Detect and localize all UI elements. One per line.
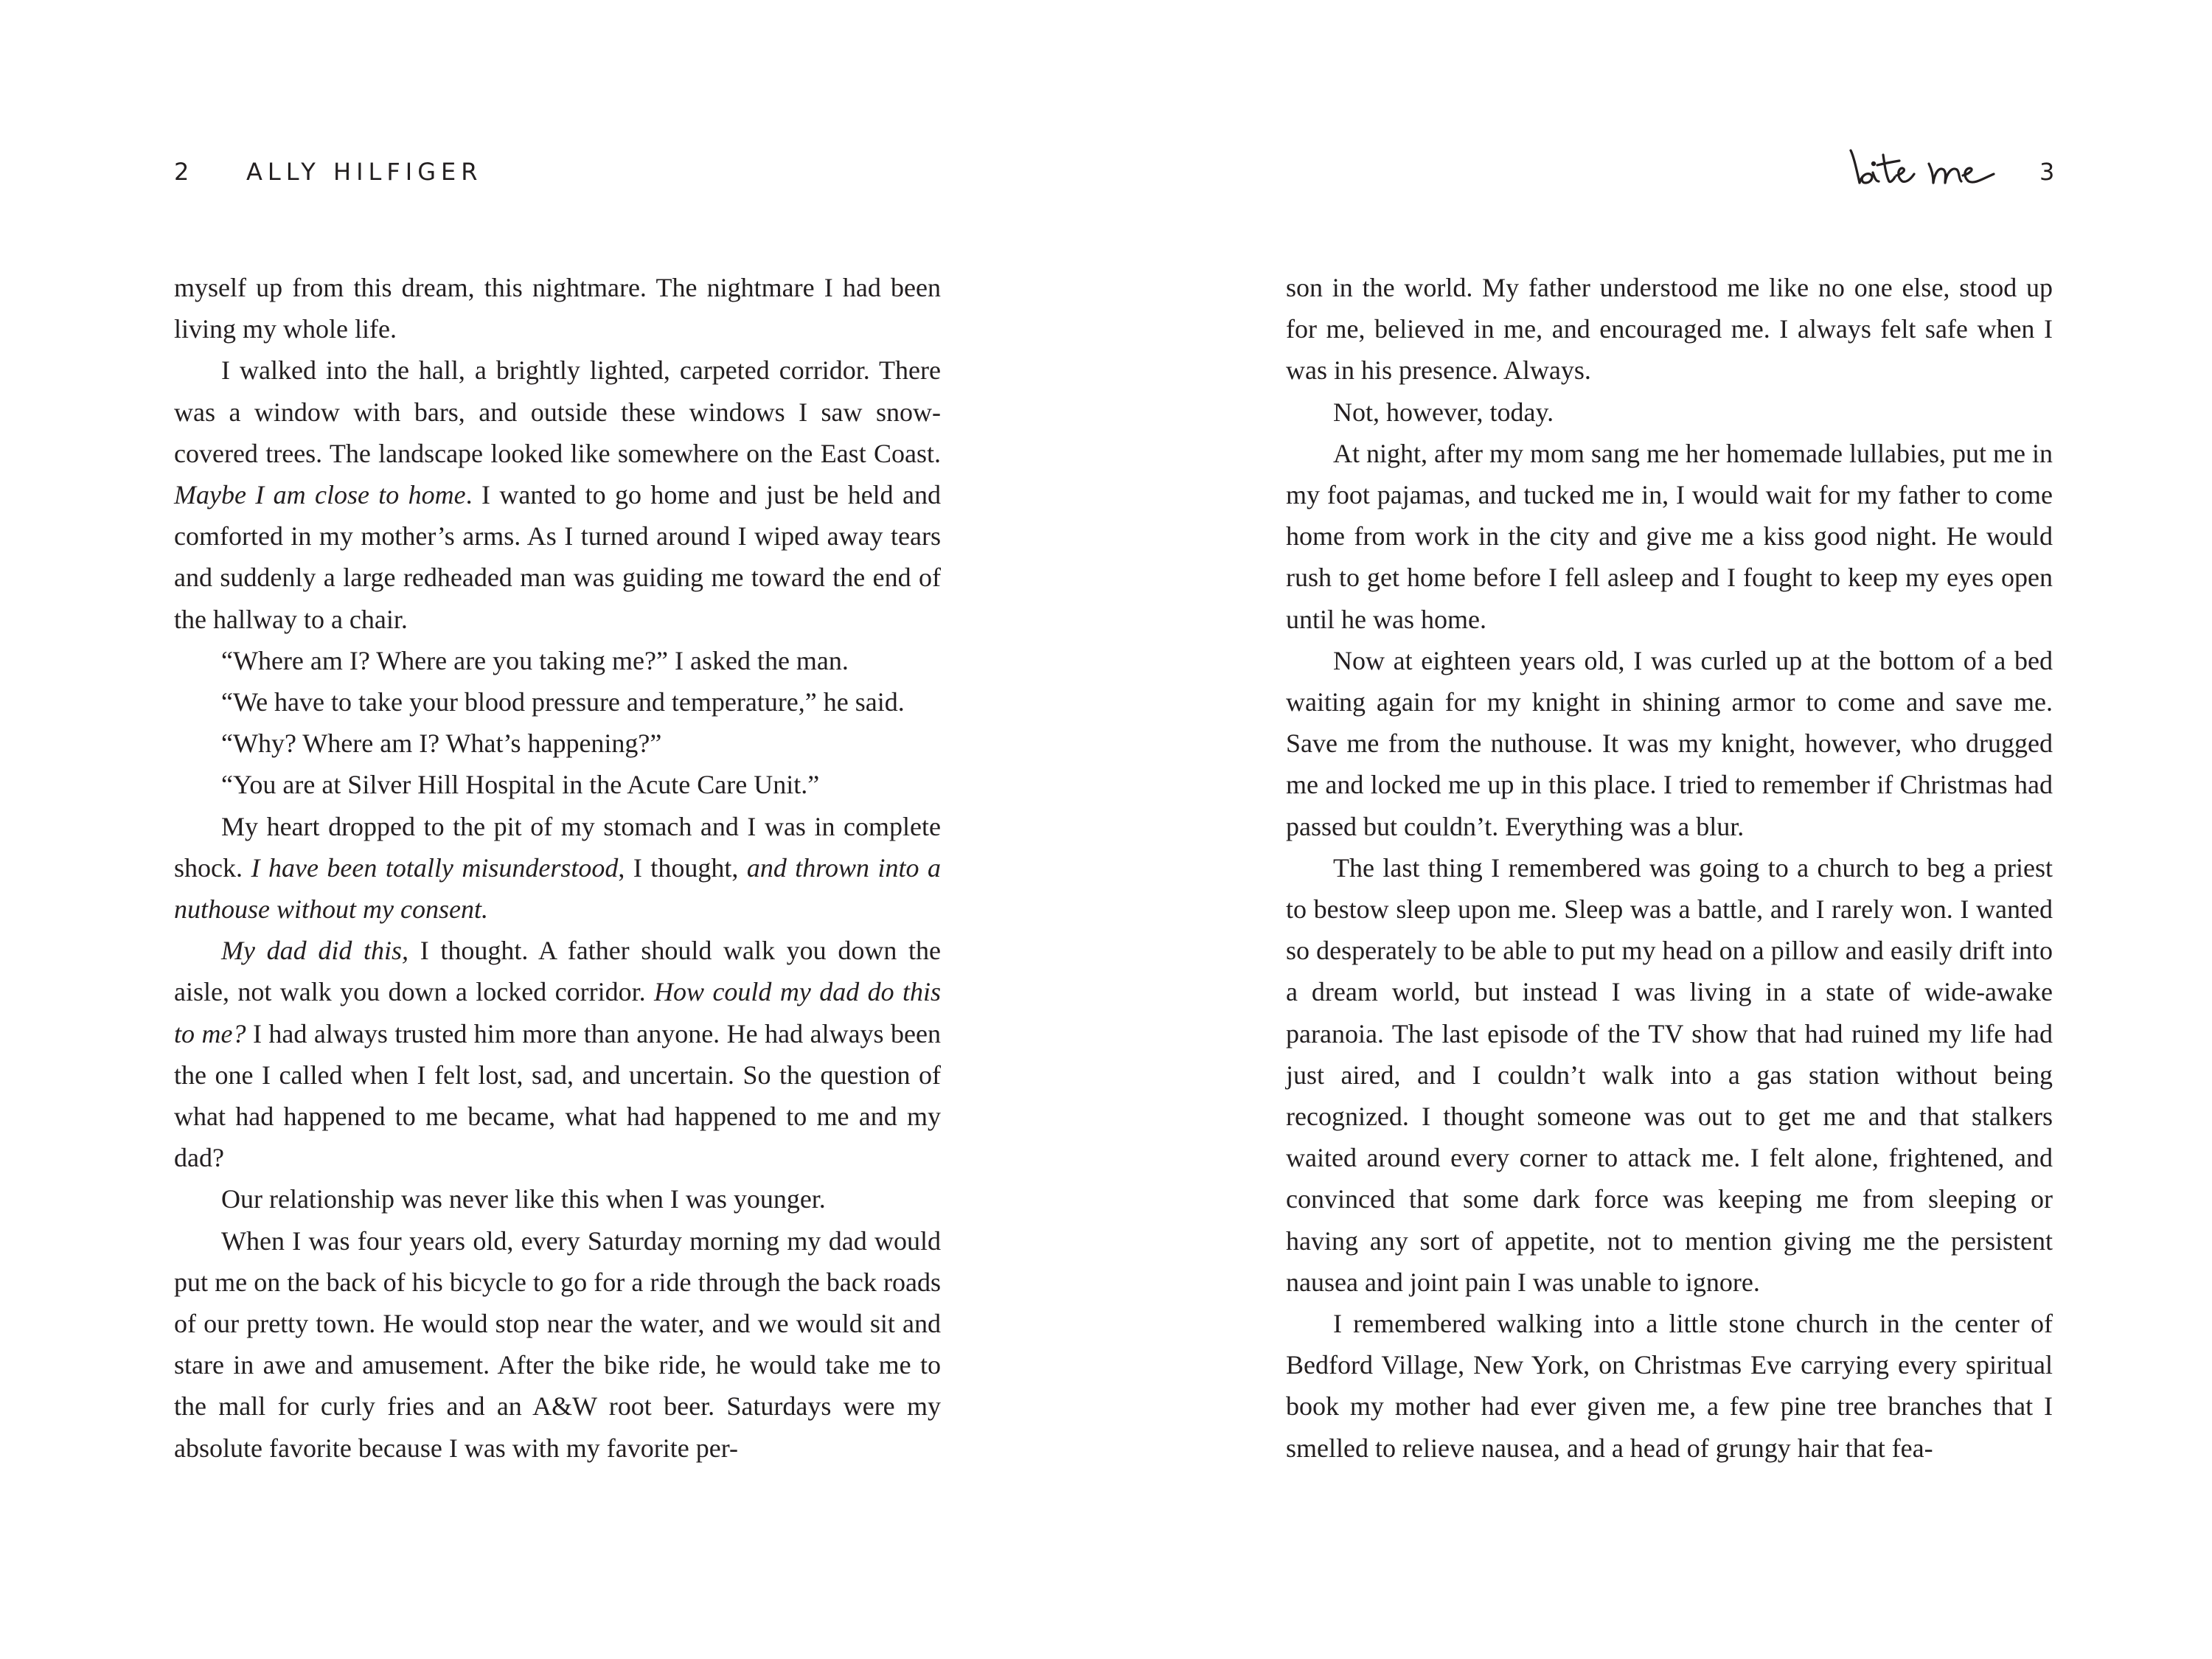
paragraph — [174, 349, 941, 639]
right-body-text — [1286, 267, 2053, 1469]
paragraph — [174, 1220, 941, 1469]
text-run: At night, after my mom sang me her homemade lullabies, put me in my foot pajamas, and tucked me in, I would wait for my father to come home from work in the city and give me a kiss good night. He would rush to get home before I fell asleep and I fought to keep my eyes open until he was home. — [1286, 438, 2053, 634]
paragraph — [174, 764, 941, 805]
paragraph — [1286, 392, 2053, 433]
paragraph — [1286, 1303, 2053, 1469]
text-run: When I was four years old, every Saturday morning my dad would put me on the back of his bicycle to go for a ride through the back roads of our pretty town. He would stop near the water, and we would sit and stare in awe and amusement. After the bike ride, he would take me to the mall for curly fries and an A&W root beer. Saturdays were my absolute favorite because I was with my favorite per- — [174, 1225, 941, 1463]
text-run: My heart dropped to the pit of my stomach and I was in complete shock. — [174, 811, 941, 883]
italic-text: Maybe I am close to home — [174, 480, 466, 510]
text-run: I walked into the hall, a brightly lighted, carpeted corridor. There was a window with bars, and outside these windows I saw snow-covered trees. The landscape looked like somewhere on the East Coast. — [174, 355, 941, 468]
text-run: I remembered walking into a little stone church in the center of Bedford Village, New York, on Christmas Eve carrying every spiritual book my mother had ever given me, a few pine tree branches that I smelled to relieve nausea, and a head of grungy hair that fea- — [1286, 1309, 2053, 1463]
bite-me-script-title-logo — [1843, 134, 2006, 201]
italic-text: How could my dad do this to me? — [174, 977, 941, 1048]
text-run: “You are at Silver Hill Hospital in the Acute Care Unit.” — [221, 770, 820, 800]
text-run: The last thing I remembered was going to a church to beg a priest to bestow sleep upon me. Sleep was a battle, and I rarely won. I wanted so desperately to be able to put my head on a pillow and easily drift into a dream world, but instead I was living in a state of wide-awake paranoia. The last episode of the TV show that had ruined my life had just aired, and I couldn’t walk into a gas station without being recognized. I thought someone was out to get me and that stalkers waited around every corner to attack me. I felt alone, frightened, and convinced that some dark force was keeping me from sleeping or having any sort of appetite, not to mention giving me the persistent nausea and joint pain I was unable to ignore. — [1286, 852, 2053, 1297]
italic-text: My dad did this, — [221, 936, 409, 966]
paragraph — [174, 1178, 941, 1220]
text-run: son in the world. My father understood me like no one else, stood up for me, believed in me, and encouraged me. I always felt safe when I was in his presence. Always. — [1286, 273, 2053, 386]
text-run: “We have to take your blood pressure and temperature,” he said. — [221, 687, 905, 717]
paragraph — [1286, 433, 2053, 640]
paragraph — [174, 930, 941, 1178]
text-run: . I wanted to go home and just be held and comforted in my mother’s arms. As I turned around I wiped away tears and suddenly a large redheaded man was guiding me toward the end of the hallway to a chair. — [174, 480, 941, 634]
text-run: Our relationship was never like this when I was younger. — [221, 1184, 826, 1214]
italic-text: and thrown into a nuthouse without my consent. — [174, 852, 941, 925]
paragraph — [1286, 847, 2053, 1303]
paragraph — [1286, 640, 2053, 847]
paragraph — [174, 681, 941, 723]
paragraph — [174, 267, 941, 349]
text-run: I thought. A father should walk you down the aisle, not walk you down a locked corridor. — [174, 936, 942, 1007]
text-run: myself up from this dream, this nightmare. The nightmare I had been living my whole life. — [174, 273, 941, 344]
right-page — [1106, 0, 2212, 1659]
text-run: Not, however, today. — [1333, 397, 1554, 427]
running-head-author: ALLY HILFIGER — [246, 158, 483, 186]
paragraph — [174, 806, 941, 931]
text-run: I had always trusted him more than anyone. He had always been the one I called when I felt lost, sad, and uncertain. So the question of what had happened to me became, what had happened to me and my dad? — [174, 1018, 941, 1173]
text-run: “Where am I? Where are you taking me?” I asked the man. — [221, 645, 849, 675]
text-run: “Why? Where am I? What’s happening?” — [221, 728, 662, 759]
right-page-number: 3 — [2039, 158, 2055, 186]
paragraph — [174, 723, 941, 764]
paragraph — [174, 640, 941, 681]
italic-text: I have been totally misunderstood — [251, 852, 619, 883]
paragraph — [1286, 267, 2053, 392]
left-page-number: 2 — [174, 158, 189, 186]
text-run: Now at eighteen years old, I was curled up at the bottom of a bed waiting again for my knight in shining armor to come and save me. Save me from the nuthouse. It was my knight, however, who drugged me and locked me up in this place. I tried to remember if Christmas had passed but couldn’t. Everything was a blur. — [1286, 645, 2053, 841]
text-run: , I thought, — [618, 852, 747, 883]
left-body-text — [174, 267, 941, 1469]
